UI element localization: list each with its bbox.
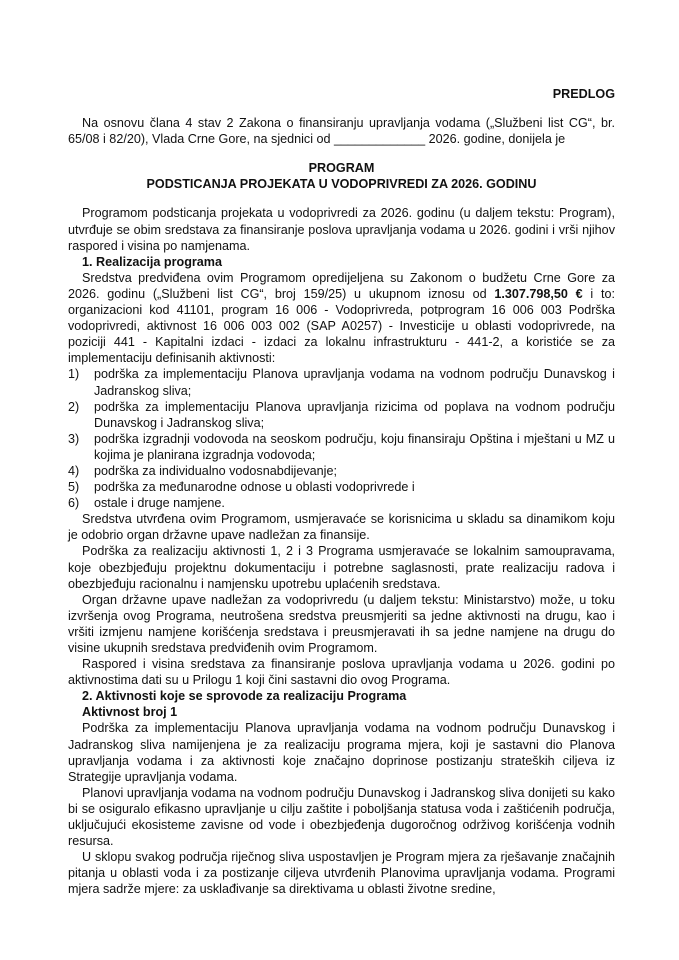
list-item-text: podrška izgradnji vodovoda na seoskom području, koju finansiraju Opština i mještani u MZ u kojima je planirana izgradnja vodovoda;: [94, 431, 615, 462]
section-1-paragraph-3: Podrška za realizaciju aktivnosti 1, 2 i 3 Programa usmjeravaće se lokalnim samoupravama, koje obezbjeđuju projektnu dokumentaciju i potrebne saglasnosti, prate realizaciju radova i obezbjeđuju racionalnu i namjensku upotrebu uplaćenih sredstava.: [68, 544, 615, 591]
funding-text-before: Sredstva predviđena ovim Programom opredijeljena su Zakonom o budžetu Crne Gore za 2026. godinu („Službeni list CG“, broj 159/25) u ukupnom iznosu od: [68, 270, 615, 301]
section-2-paragraph-2: Planovi upravljanja vodama na vodnom području Dunavskog i Jadranskog sliva donijeti su kako bi se osiguralo efikasno upravljanje u cilju zaštite i poboljšanja statusa voda i zaštićenih područja, uključujući ekosisteme zavisne od vode i obezbjeđenja dugoročnog održivog korišćenja vodnih resursa.: [68, 785, 615, 849]
list-item: [68, 495, 615, 511]
list-item: [68, 463, 615, 479]
legal-basis-paragraph: Na osnovu člana 4 stav 2 Zakona o finansiranju upravljanja vodama („Službeni list CG“, br. 65/08 i 82/20), Vlada Crne Gore, na sjednici od _____________ 2026. godine, donijela je: [68, 116, 615, 147]
list-item-number: 3): [68, 431, 80, 446]
list-item-text: podrška za individualno vodosnabdijevanje;: [94, 463, 337, 478]
section-1-heading: 1. Realizacija programa: [82, 254, 222, 269]
list-item-number: 6): [68, 496, 80, 511]
list-item: [68, 366, 615, 398]
list-item-text: podrška za implementaciju Planova upravljanja rizicima od poplava na vodnom području Dunavskog i Jadranskog sliva;: [94, 399, 615, 430]
section-2-heading: 2. Aktivnosti koje se sprovode za realizaciju Programa: [82, 689, 407, 704]
list-item-number: 2): [68, 399, 80, 414]
list-item-text: podrška za implementaciju Planova upravljanja vodama na vodnom području Dunavskog i Jadranskog sliva;: [94, 367, 615, 398]
section-1-paragraph-1: [68, 270, 615, 367]
list-item: [68, 431, 615, 463]
draft-label: PREDLOG: [552, 87, 615, 101]
activity-1-heading: Aktivnost broj 1: [82, 705, 178, 720]
total-amount: 1.307.798,50 €: [494, 286, 583, 301]
list-item-text: podrška za međunarodne odnose u oblasti vodoprivrede i: [94, 480, 415, 495]
section-2-paragraph-1: Podrška za implementaciju Planova upravljanja vodama na vodnom području Dunavskog i Jadranskog sliva namijenjena je za realizaciju programa mjera, koji je sastavni dio Planova upravljanja vodama i za aktivnosti koje značajno doprinose postizanju strateških ciljeva iz Strategije upravljanja vodama.: [68, 721, 615, 784]
section-1-paragraph-5: Raspored i visina sredstava za finansiranje poslova upravljanja vodama u 2026. godini po aktivnostima dati su u Prilogu 1 koji čini sastavni dio ovog Programa.: [68, 657, 615, 688]
activities-list: [68, 366, 615, 511]
section-1-paragraph-2: Sredstva utvrđena ovim Programom, usmjeravaće se korisnicima u skladu sa dinamikom koju je odobrio organ državne upave nadležan za finansije.: [68, 512, 615, 543]
list-item-number: 1): [68, 367, 80, 382]
section-2-paragraph-3: U sklopu svakog područja riječnog sliva uspostavljen je Program mjera za rješavanje značajnih pitanja u oblasti voda i za postizanje ciljeva utvrđenih Planovima upravljanja vodama. Programi mjera sadrže mjere: za usklađivanje sa direktivama u oblasti životne sredine,: [68, 850, 615, 897]
list-item-number: 5): [68, 480, 80, 495]
list-item: [68, 479, 615, 495]
document-subtitle: PODSTICANJA PROJEKATA U VODOPRIVREDI ZA 2026. GODINU: [146, 177, 537, 192]
list-item-number: 4): [68, 463, 80, 478]
document-title: PROGRAM: [308, 161, 375, 176]
preamble-paragraph: Programom podsticanja projekata u vodoprivredi za 2026. godinu (u daljem tekstu: Program), utvrđuje se obim sredstava za finansiranje poslova upravljanja vodama u 2026. godini i vrši njihov raspored i visina po namjenama.: [68, 206, 615, 253]
section-1-paragraph-4: Organ državne upave nadležan za vodoprivredu (u daljem tekstu: Ministarstvo) može, u toku izvršenja ovog Programa, neutrošena sredstva preusmjeriti sa jedne aktivnosti na drugu, kao i vršiti izmjenu namjene korišćenja sredstava i preusmjeravati ih sa jedne namjene na drugu do visine ukupnih sredstava predviđenih ovim Programom.: [68, 592, 615, 655]
list-item-text: ostale i druge namjene.: [94, 496, 225, 511]
list-item: [68, 399, 615, 431]
funding-text-after: i to: organizacioni kod 41101, program 16 006 - Vodoprivreda, potprogram 16 006 003 Podrška vodoprivredi, aktivnost 16 006 003 002 (SAP A0257) - Investicije u oblasti vodoprivrede, na poziciji 441 - Kapitalni izdaci - izdaci za lokalnu infrastrukturu - 441-2, a koristiće se za implementaciju definisanih aktivnosti:: [68, 286, 615, 366]
